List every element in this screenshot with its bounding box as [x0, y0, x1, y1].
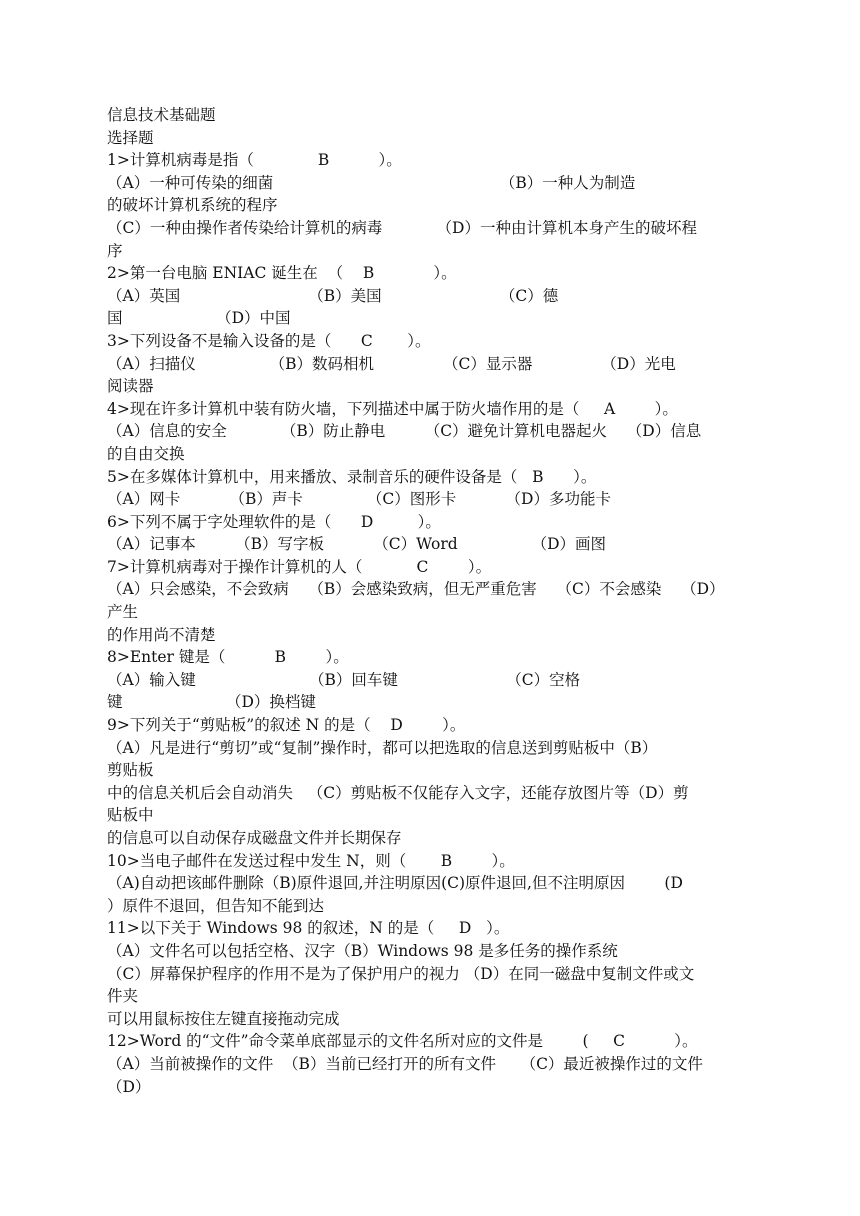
- text-line: （A）扫描仪 （B）数码相机 （C）显示器 （D）光电: [107, 354, 676, 373]
- text-line: 中的信息关机后会自动消失 （C）剪贴板不仅能存入文字，还能存放图片等（D）剪: [107, 783, 689, 802]
- text-line: （A）输入键 （B）回车键 （C）空格: [107, 670, 581, 689]
- document-body: [107, 149, 764, 1098]
- text-line: （A）只会感染，不会致病 （B）会感染致病，但无严重危害 （C）不会感染 （D）: [107, 580, 725, 599]
- text-line: 序: [107, 241, 123, 260]
- text-line: 可以用鼠标按住左键直接拖动完成: [107, 1009, 340, 1028]
- text-line: 12>Word 的“文件”命令菜单底部显示的文件名所对应的文件是 ( C ）。: [107, 1032, 698, 1051]
- text-line: 8>Enter 键是（ B ）。: [107, 648, 349, 667]
- text-line: 7>计算机病毒对于操作计算机的人（ C ）。: [107, 557, 492, 576]
- text-line: 9>下列关于“剪贴板”的叙述 N 的是（ D ）。: [107, 716, 466, 735]
- text-line: （A）文件名可以包括空格、汉字（B）Windows 98 是多任务的操作系统: [107, 941, 618, 960]
- text-line: 产生: [107, 603, 139, 622]
- text-line: 10>当电子邮件在发送过程中发生 N，则（ B ）。: [107, 851, 515, 870]
- text-line: 阅读器: [107, 377, 154, 396]
- text-line: （A）英国 （B）美国 （C）德: [107, 286, 559, 305]
- text-line: 键 （D）换档键: [107, 693, 316, 712]
- text-line: 的信息可以自动保存成磁盘文件并长期保存: [107, 829, 402, 847]
- section-heading: 选择题: [107, 128, 154, 147]
- text-line: 国 （D）中国: [107, 309, 291, 328]
- text-line: （A）当前被操作的文件 （B）当前已经打开的所有文件 （C）最近被操作过的文件: [107, 1054, 703, 1073]
- text-line: （A）记事本 （B）写字板 （C）Word （D）画图: [107, 535, 607, 554]
- text-line: （A）凡是进行“剪切”或“复制”操作时，都可以把选取的信息送到剪贴板中（B）: [107, 738, 658, 757]
- text-line: （A)自动把该邮件删除（B)原件退回,并注明原因(C)原件退回,但不注明原因 (D: [107, 874, 683, 893]
- text-line: 6>下列不属于字处理软件的是（ D ）。: [107, 512, 441, 531]
- text-line: 的自由交换: [107, 444, 185, 463]
- text-line: 贴板中: [107, 806, 154, 825]
- text-line: （C）一种由操作者传染给计算机的病毒 （D）一种由计算机本身产生的破坏程: [107, 218, 697, 237]
- text-line: 11>以下关于 Windows 98 的叙述，N 的是（ D ）。: [107, 919, 510, 938]
- text-line: （A）一种可传染的细菌 （B）一种人为制造: [107, 173, 636, 192]
- text-line: 3>下列设备不是输入设备的是（ C ）。: [107, 331, 431, 350]
- text-line: 1>计算机病毒是指（ B ）。: [107, 151, 402, 170]
- text-line: ）原件不退回，但告知不能到达: [107, 896, 325, 915]
- text-line: （A）信息的安全 （B）防止静电 （C）避免计算机电器起火 （D）信息: [107, 422, 702, 441]
- document-title: 信息技术基础题: [107, 106, 216, 124]
- text-line: 5>在多媒体计算机中，用来播放、录制音乐的硬件设备是（ B ）。: [107, 467, 597, 486]
- text-line: 4>现在许多计算机中装有防火墙，下列描述中属于防火墙作用的是（ A ）。: [107, 399, 678, 418]
- text-line: 2>第一台电脑 ENIAC 诞生在 （ B ）。: [107, 264, 457, 283]
- text-line: 件夹: [107, 987, 139, 1006]
- text-line: 的作用尚不清楚: [107, 625, 216, 644]
- text-line: 的破坏计算机系统的程序: [107, 196, 278, 215]
- text-line: （D）: [107, 1077, 151, 1096]
- text-line: 剪贴板: [107, 761, 154, 780]
- text-line: （A）网卡 （B）声卡 （C）图形卡 （D）多功能卡: [107, 490, 611, 509]
- text-line: （C）屏幕保护程序的作用不是为了保护用户的视力 （D）在同一磁盘中复制文件或文: [107, 964, 695, 983]
